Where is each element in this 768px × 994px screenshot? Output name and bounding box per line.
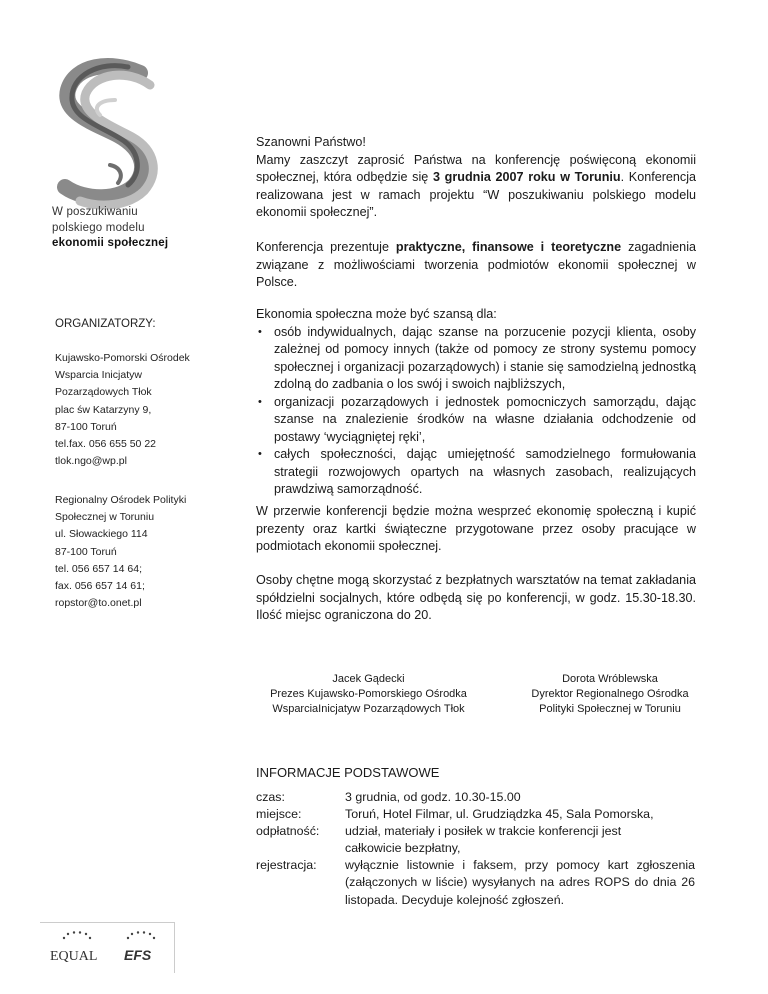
organizer-line: tel. 056 657 14 64; <box>55 562 142 575</box>
organizer-line: tel.fax. 056 655 50 22 <box>55 438 156 451</box>
opportunity-list <box>256 324 696 499</box>
organizer-line: Wsparcia Inicjatyw <box>55 369 142 382</box>
letter-intro <box>256 134 696 222</box>
paragraph-4 <box>256 503 696 556</box>
paragraph-5 <box>256 572 696 625</box>
organizer-line: ul. Słowackiego 114 <box>55 528 148 541</box>
equal-logo-icon <box>48 930 106 966</box>
text: Konferencja prezentuje <box>256 240 396 254</box>
organizer-line: fax. 056 657 14 61; <box>55 580 145 593</box>
oplatnosc-value-line: całkowicie bezpłatny, <box>345 841 461 856</box>
info-title: INFORMACJE PODSTAWOWE <box>256 765 440 780</box>
organizers-title: ORGANIZATORZY: <box>55 318 156 330</box>
miejsce-value: Toruń, Hotel Filmar, ul. Grudziądzka 45, Sala Pomorska, <box>345 807 654 821</box>
oplatnosc-value <box>345 823 695 858</box>
organizer-line: Regionalny Ośrodek Polityki <box>55 494 187 506</box>
logo-caption-line: ekonomii społecznej <box>52 237 169 249</box>
organizer-line: Pozarządowych Tłok <box>55 386 152 399</box>
greeting: Szanowni Państwo! <box>256 135 366 149</box>
czas-value: 3 grudnia, od godz. 10.30-15.00 <box>345 790 521 804</box>
signature-title: Dyrektor Regionalnego Ośrodka <box>531 688 689 700</box>
organizer-line: Kujawsko-Pomorski Ośrodek <box>55 352 190 364</box>
text: zagadnienia związane z możliwościami tworzenia podmiotów ekonomii społecznej w Polsce. <box>256 240 696 289</box>
rejestracja-label: rejestracja: <box>256 858 317 872</box>
oplatnosc-label: odpłatność: <box>256 824 320 838</box>
miejsce-label: miejsce: <box>256 807 302 821</box>
signature-name: Jacek Gądecki <box>332 673 405 685</box>
text: . Konferencja realizowana jest w ramach projektu “W poszukiwaniu polskiego modelu ekonomii społecznej”. <box>256 170 697 219</box>
text: W przerwie konferencji będzie można wesprzeć ekonomię społeczną i kupić prezenty oraz kartki świąteczne przygotowane przez osoby pracujące w podmiotach ekonomii społecznej. <box>256 504 696 553</box>
logo-caption-line: polskiego modelu <box>52 221 145 234</box>
rejestracja-value: wyłącznie listownie i faksem, przy pomocy kart zgłoszenia (załączonych w liście) wysyłanych na adres ROPS do dnia 26 listopada. Decyduje kolejność zgłoszeń. <box>345 858 695 907</box>
equal-logo-text: EQUAL <box>50 949 98 964</box>
paragraph-3 <box>256 306 696 499</box>
logo-caption <box>52 205 168 252</box>
organizer-email: ropstor@to.onet.pl <box>55 597 142 610</box>
list-item: • organizacji pozarządowych i jednostek pomocniczych samorządu, dając szanse na znalezienie środków na własne działania odchodzenie od postawy ‘wyciągniętej ręki’, <box>256 394 696 447</box>
organizer-2 <box>55 492 186 612</box>
signature-right <box>505 672 715 717</box>
logo-caption-line: W poszukiwaniu <box>52 206 138 218</box>
organizer-line: 87-100 Toruń <box>55 545 117 558</box>
signature-title: Prezes Kujawsko-Pomorskiego Ośrodka <box>270 688 467 700</box>
signature-title: Polityki Społecznej w Toruniu <box>539 703 681 715</box>
efs-logo-icon <box>118 930 168 966</box>
signature-left <box>256 672 481 717</box>
efs-logo-text: EFS <box>124 947 152 963</box>
paragraph-1 <box>256 152 696 222</box>
organizer-line: 87-100 Toruń <box>55 420 117 433</box>
paragraph-3-intro: Ekonomia społeczna może być szansą dla: <box>256 307 497 321</box>
oplatnosc-value-line: udział, materiały i posiłek w trakcie konferencji jest <box>345 824 622 838</box>
organizer-1 <box>55 350 190 470</box>
organizer-line: plac św Katarzyny 9, <box>55 403 152 416</box>
list-item: • osób indywidualnych, dając szanse na porzucenie pozycji klienta, osoby zależnej od pomocy innych (także od pomocy ze strony systemu pomocy społecznej i organizacji pozarządowych) i stanie się samodzielną jednostką zdolną do zadbania o los swój i swoich najbliższych, <box>256 324 696 394</box>
signature-name: Dorota Wróblewska <box>562 673 658 685</box>
text: Osoby chętne mogą skorzystać z bezpłatnych warsztatów na temat zakładania spółdzielni socjalnych, które odbędą się po konferencji, w godz. 15.30-18.30. Ilość miejsc ograniczona do 20. <box>256 573 696 622</box>
czas-label: czas: <box>256 790 285 804</box>
organizer-email: tlok.ngo@wp.pl <box>55 455 127 468</box>
signature-title: WsparciaInicjatyw Pozarządowych Tłok <box>272 703 465 715</box>
emphasis: praktyczne, finansowe i teoretyczne <box>395 240 622 254</box>
text: Mamy zaszczyt zaprosić Państwa na konferencję poświęconą ekonomii społecznej, która odbędzie się <box>256 152 696 184</box>
list-item: • całych społeczności, dając umiejętność samodzielnego formułowania strategii rozwojowych opartych na własnych zasobach, realizujących prawdziwą samorządność. <box>256 446 696 499</box>
organizer-line: Społecznej w Toruniu <box>55 511 155 524</box>
event-date: 3 grudnia 2007 roku w Toruniu <box>432 170 621 184</box>
ess-swirl-logo-icon <box>40 55 180 215</box>
paragraph-2 <box>256 239 696 292</box>
